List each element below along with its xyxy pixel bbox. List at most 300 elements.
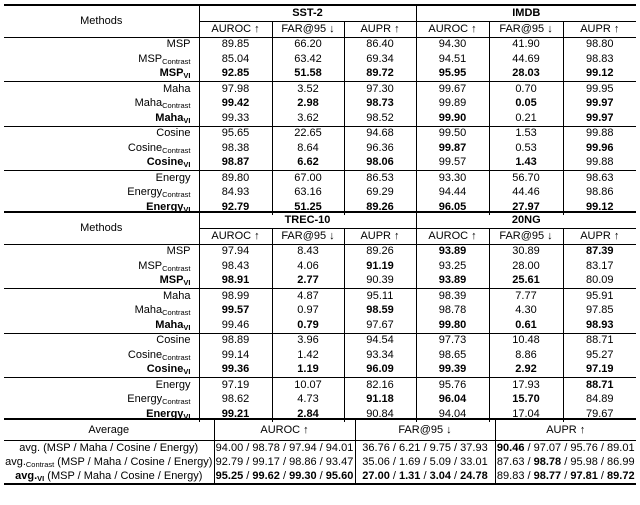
table-cell: 98.63 [563,171,636,186]
average-cell: 94.00 / 98.78 / 97.94 / 94.01 [215,441,354,454]
table-cell: 98.91 [199,274,272,289]
table-cell: 93.25 [416,259,489,274]
metric-header: AUPR ↑ [563,22,636,38]
table-cell: 1.42 [272,348,344,363]
table-cell: 63.42 [272,52,344,67]
average-header-row [4,419,636,441]
table-row [4,37,636,52]
method-name [4,156,199,171]
table-cell: 98.39 [416,289,489,304]
table-cell: 96.05 [416,200,489,215]
method-subscript: VI [183,204,191,214]
table-cell: 0.05 [489,97,563,112]
average-value: 35.06 [362,455,390,468]
method-name [4,97,199,112]
table-cell: 30.89 [489,244,563,259]
average-cell: 27.00 / 1.31 / 3.04 / 24.78 [355,469,495,484]
table-cell: 97.67 [344,318,416,333]
table-cell: 0.97 [272,304,344,319]
table-cell: 99.88 [563,156,636,171]
table-cell: 84.93 [199,186,272,201]
table-cell: 93.89 [416,274,489,289]
average-value: 5.09 [429,455,451,468]
metric-header: FAR@95 ↓ [272,22,344,38]
method-subscript: Contrast [162,145,191,155]
table-row [4,348,636,363]
table-row [4,52,636,67]
table-row [4,393,636,408]
metric-header: AUROC ↑ [416,229,489,245]
method-base: Maha [162,82,191,95]
methods-header: Methods [4,5,199,37]
table-cell: 7.77 [489,289,563,304]
table-cell: 82.16 [344,378,416,393]
table-row [4,289,636,304]
table-row [4,274,636,289]
table-cell: 94.30 [416,37,489,52]
table-cell: 17.04 [489,407,563,422]
method-name [4,393,199,408]
table-cell: 98.80 [563,37,636,52]
method-subscript: Contrast [162,56,191,66]
table-cell: 88.71 [563,378,636,393]
average-cell: 35.06 / 1.69 / 5.09 / 33.01 [355,455,495,469]
table-cell: 91.19 [344,259,416,274]
table-cell: 94.68 [344,126,416,141]
table-cell: 98.52 [344,111,416,126]
methods-header: Methods [4,212,199,244]
table-cell: 28.03 [489,67,563,82]
dataset-header-row [4,5,636,22]
table-trec10-20ng [4,211,636,422]
method-base: Energy [146,200,184,213]
table-cell: 69.29 [344,186,416,201]
table-cell: 98.99 [199,289,272,304]
table-cell: 84.89 [563,393,636,408]
method-base: Energy [146,407,184,420]
table-cell: 15.70 [489,393,563,408]
method-name [4,304,199,319]
avg-methods-list: (MSP / Maha / Cosine / Energy) [44,469,203,482]
metric-header: FAR@95 ↓ [272,229,344,245]
average-row [4,455,636,469]
method-base: MSP [159,67,184,80]
table-cell: 8.43 [272,244,344,259]
table-row [4,318,636,333]
table-row [4,141,636,156]
method-subscript: VI [183,278,191,288]
table-cell: 89.26 [344,200,416,215]
table-cell: 95.76 [416,378,489,393]
dataset-header-sst-2: SST-2 [199,5,416,22]
table-cell: 51.25 [272,200,344,215]
table-cell: 89.80 [199,171,272,186]
table-cell: 97.19 [563,363,636,378]
table-cell: 99.33 [199,111,272,126]
table-row [4,244,636,259]
average-value: 97.07 [533,441,562,454]
table-cell: 99.42 [199,97,272,112]
method-base: Cosine [146,363,184,376]
method-name [4,67,199,82]
method-base: Energy [155,378,191,391]
average-value: 3.04 [429,469,451,482]
table-cell: 63.16 [272,186,344,201]
table-cell: 99.57 [416,156,489,171]
table-cell: 83.17 [563,259,636,274]
table-cell: 95.65 [199,126,272,141]
metric-header: AUROC ↑ [416,22,489,38]
table-cell: 99.95 [563,82,636,97]
average-value: 99.30 [289,469,317,482]
dataset-header-trec-10: TREC-10 [199,212,416,229]
table-row [4,171,636,186]
table-cell: 99.39 [416,363,489,378]
method-base: MSP [166,38,191,51]
metric-header: AUPR ↑ [344,22,416,38]
avg-methods-list: (MSP / Maha / Cosine / Energy) [54,455,213,468]
average-label: Average [4,419,214,441]
table-cell: 99.97 [563,97,636,112]
table-cell: 2.98 [272,97,344,112]
table-cell: 3.62 [272,111,344,126]
method-base: MSP [159,274,184,287]
method-subscript: Contrast [162,263,191,273]
table-cell: 90.39 [344,274,416,289]
table-cell: 6.62 [272,156,344,171]
average-value: 6.21 [398,441,421,454]
metric-header: AUPR ↑ [563,229,636,245]
table-cell: 0.61 [489,318,563,333]
table-cell: 99.57 [199,304,272,319]
table-row [4,111,636,126]
table-cell: 98.89 [199,333,272,348]
table-cell: 85.04 [199,52,272,67]
dataset-header-imdb: IMDB [416,5,636,22]
method-name [4,289,199,304]
method-base: Energy [155,171,191,184]
table-cell: 2.77 [272,274,344,289]
average-row-label [4,469,214,484]
table-row [4,67,636,82]
table-cell: 89.26 [344,244,416,259]
table-cell: 94.51 [416,52,489,67]
table-cell: 86.40 [344,37,416,52]
table-cell: 93.89 [416,244,489,259]
table-row [4,126,636,141]
method-subscript: Contrast [162,190,191,200]
average-value: 92.79 [215,455,244,468]
average-value: 93.47 [325,455,354,468]
table-cell: 95.95 [416,67,489,82]
table-cell: 99.87 [416,141,489,156]
average-value: 1.69 [398,455,421,468]
metric-header: FAR@95 ↓ [489,229,563,245]
table-cell: 56.70 [489,171,563,186]
table-cell: 98.83 [563,52,636,67]
method-base: MSP [166,245,191,258]
table-cell: 4.06 [272,259,344,274]
table-cell: 95.27 [563,348,636,363]
table-cell: 98.62 [199,393,272,408]
average-cell: 89.83 / 98.77 / 97.81 / 89.72 [495,469,636,484]
method-name [4,171,199,186]
table-cell: 28.00 [489,259,563,274]
table-cell: 97.94 [199,244,272,259]
avg-subscript: VI [37,473,45,483]
table-cell: 97.19 [199,378,272,393]
table-cell: 1.19 [272,363,344,378]
average-value: 97.94 [289,441,317,454]
average-value: 90.46 [496,441,525,454]
table-cell: 98.86 [563,186,636,201]
table-cell: 97.73 [416,333,489,348]
table-cell: 94.04 [416,407,489,422]
table-cell: 8.64 [272,141,344,156]
table-cell: 99.46 [199,318,272,333]
avg-prefix: avg. [5,455,26,468]
average-row-label [4,455,214,469]
table-cell: 4.30 [489,304,563,319]
table-cell: 1.43 [489,156,563,171]
method-name [4,318,199,333]
table-cell: 92.79 [199,200,272,215]
method-name [4,111,199,126]
metric-header: FAR@95 ↓ [489,22,563,38]
table-cell: 90.84 [344,407,416,422]
table-cell: 99.96 [563,141,636,156]
average-value: 37.93 [460,441,488,454]
table-cell: 41.90 [489,37,563,52]
average-value: 95.60 [325,469,354,482]
table-sst2-imdb [4,4,636,215]
table-cell: 93.34 [344,348,416,363]
table-cell: 99.21 [199,407,272,422]
method-base: Maha [134,97,163,110]
table-row [4,378,636,393]
average-value: 89.83 [496,469,525,482]
dataset-header-20ng: 20NG [416,212,636,229]
method-subscript: VI [183,322,191,332]
table-cell: 0.53 [489,141,563,156]
method-name [4,126,199,141]
method-base: Cosine [156,127,191,140]
average-row [4,469,636,484]
average-row [4,441,636,456]
method-base: Cosine [127,141,163,154]
table-cell: 87.39 [563,244,636,259]
table-cell: 99.12 [563,67,636,82]
method-subscript: Contrast [162,352,191,362]
table-cell: 99.14 [199,348,272,363]
table-cell: 25.61 [489,274,563,289]
average-value: 95.98 [570,455,598,468]
average-value: 94.00 [215,441,244,454]
table-row [4,363,636,378]
table-cell: 99.90 [416,111,489,126]
average-value: 99.62 [252,469,280,482]
average-value: 89.01 [607,441,635,454]
table-cell: 3.52 [272,82,344,97]
metric-header: AUROC ↑ [199,229,272,245]
table-cell: 0.79 [272,318,344,333]
method-name [4,363,199,378]
average-value: 95.25 [215,469,244,482]
table-cell: 99.12 [563,200,636,215]
table-cell: 80.09 [563,274,636,289]
table-row [4,97,636,112]
average-value: 36.76 [362,441,390,454]
table-cell: 92.85 [199,67,272,82]
method-subscript: VI [183,367,191,377]
table-average [4,418,636,485]
avg-prefix: avg. [15,469,38,482]
method-base: Cosine [146,156,184,169]
table-cell: 4.87 [272,289,344,304]
method-subscript: VI [183,411,191,421]
table-cell: 98.78 [416,304,489,319]
method-name [4,37,199,52]
method-subscript: VI [183,71,191,81]
table-cell: 44.46 [489,186,563,201]
table-cell: 96.36 [344,141,416,156]
table-cell: 10.07 [272,378,344,393]
table-cell: 98.43 [199,259,272,274]
average-row-label [4,441,214,456]
table-cell: 67.00 [272,171,344,186]
average-value: 98.86 [289,455,317,468]
method-name [4,52,199,67]
method-subscript: VI [183,115,191,125]
method-base: Cosine [127,348,163,361]
table-cell: 2.84 [272,407,344,422]
average-value: 95.76 [570,441,598,454]
table-cell: 89.85 [199,37,272,52]
method-base: Energy [127,186,163,199]
average-value: 97.81 [570,469,598,482]
table-cell: 99.97 [563,111,636,126]
method-name [4,378,199,393]
average-value: 98.77 [533,469,562,482]
method-name [4,333,199,348]
table-cell: 0.21 [489,111,563,126]
table-cell: 17.93 [489,378,563,393]
average-cell: 92.79 / 99.17 / 98.86 / 93.47 [215,455,354,468]
method-base: Maha [134,304,163,317]
dataset-header-row [4,212,636,229]
table-row [4,304,636,319]
table-cell: 99.50 [416,126,489,141]
average-value: 94.01 [325,441,354,454]
metric-header: AUROC ↑ [199,22,272,38]
table-cell: 3.96 [272,333,344,348]
average-cell: 36.76 / 6.21 / 9.75 / 37.93 [355,441,495,456]
table-cell: 98.93 [563,318,636,333]
average-value: 98.78 [252,441,280,454]
table-row [4,333,636,348]
table-cell: 4.73 [272,393,344,408]
table-cell: 99.67 [416,82,489,97]
average-value: 9.75 [429,441,451,454]
table-cell: 69.34 [344,52,416,67]
table-cell: 1.53 [489,126,563,141]
method-name [4,141,199,156]
table-cell: 79.67 [563,407,636,422]
average-cell: 87.63 / 98.78 / 95.98 / 86.99 [496,455,635,468]
table-cell: 97.85 [563,304,636,319]
table-cell: 66.20 [272,37,344,52]
average-cell: 90.46 / 97.07 / 95.76 / 89.01 [496,441,635,454]
table-cell: 97.30 [344,82,416,97]
table-cell: 98.65 [416,348,489,363]
metric-header: AUPR ↑ [344,229,416,245]
table-cell: 0.70 [489,82,563,97]
table-cell: 10.48 [489,333,563,348]
method-base: Maha [155,111,184,124]
table-cell: 95.11 [344,289,416,304]
average-value: 33.01 [460,455,488,468]
method-subscript: Contrast [162,308,191,318]
table-cell: 94.54 [344,333,416,348]
method-base: MSP [138,259,163,272]
method-name [4,186,199,201]
avg-subscript: Contrast [25,459,55,469]
table-cell: 91.18 [344,393,416,408]
average-value: 27.00 [362,469,390,482]
table-cell: 96.04 [416,393,489,408]
average-value: 86.99 [607,455,635,468]
table-cell: 89.72 [344,67,416,82]
table-cell: 97.98 [199,82,272,97]
table-cell: 98.87 [199,156,272,171]
average-metric-header: AUROC ↑ [214,419,355,441]
average-value: 24.78 [460,469,488,482]
method-name [4,348,199,363]
table-cell: 27.97 [489,200,563,215]
table-cell: 99.36 [199,363,272,378]
method-subscript: Contrast [162,101,191,111]
table-cell: 44.69 [489,52,563,67]
avg-methods-list: (MSP / Maha / Cosine / Energy) [40,441,199,454]
average-cell: 95.25 / 99.62 / 99.30 / 95.60 [214,469,355,484]
table-row [4,186,636,201]
average-metric-header: FAR@95 ↓ [355,419,495,441]
table-cell: 96.09 [344,363,416,378]
table-row [4,259,636,274]
table-cell: 98.59 [344,304,416,319]
method-base: Maha [162,289,191,302]
method-base: MSP [138,52,163,65]
table-cell: 99.89 [416,97,489,112]
table-cell: 95.91 [563,289,636,304]
average-value: 1.31 [398,469,421,482]
method-base: Cosine [156,334,191,347]
table-cell: 86.53 [344,171,416,186]
table-cell: 98.73 [344,97,416,112]
table-cell: 98.38 [199,141,272,156]
method-base: Energy [127,393,163,406]
avg-prefix: avg. [19,441,41,454]
average-metric-header: AUPR ↑ [495,419,636,441]
table-cell: 22.65 [272,126,344,141]
average-value: 99.17 [252,455,280,468]
table-cell: 88.71 [563,333,636,348]
method-name [4,244,199,259]
average-value: 87.63 [496,455,525,468]
table-row [4,156,636,171]
method-name [4,82,199,97]
table-cell: 94.44 [416,186,489,201]
